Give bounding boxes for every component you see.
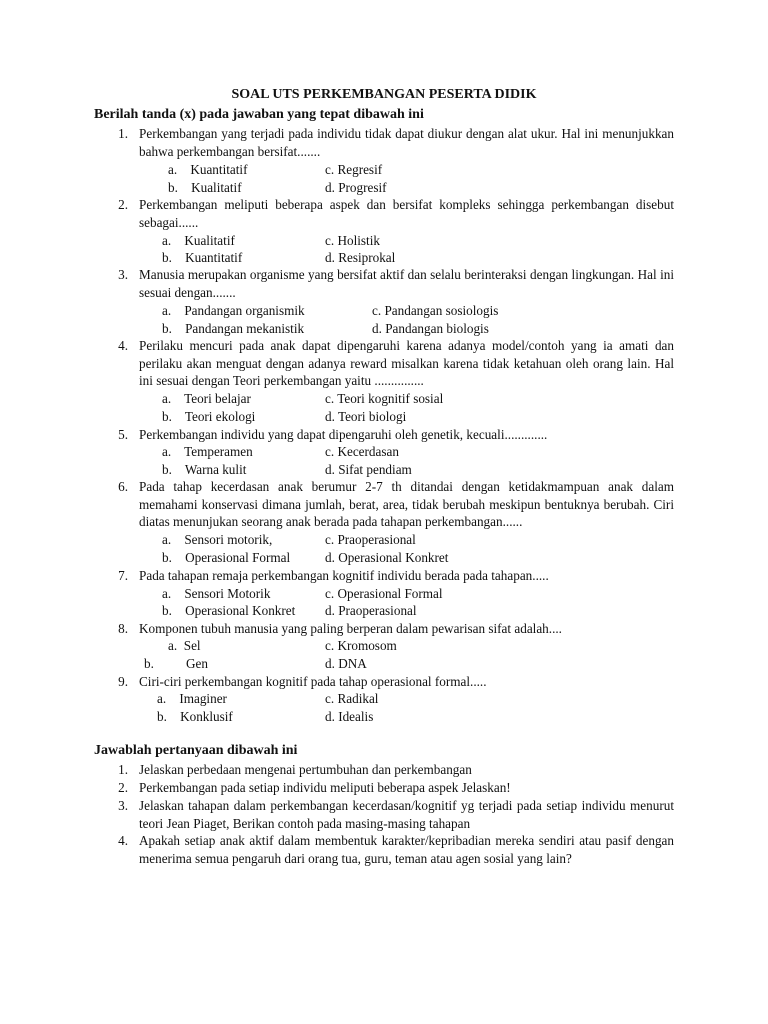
option-d: d. Operasional Konkret (325, 550, 449, 565)
option-d: d. DNA (325, 656, 367, 671)
option-c: c. Teori kognitif sosial (325, 391, 444, 406)
option-a: a. Kuantitatif (168, 162, 248, 177)
mc-question-4 (96, 337, 674, 390)
option-b: b. Kualitatif (168, 180, 242, 195)
question-number: 4. (118, 833, 128, 848)
option-b: b. Konklusif (157, 709, 233, 724)
question-number: 2. (118, 197, 128, 212)
question-number: 2. (118, 780, 128, 795)
option-b: b. Kuantitatif (162, 250, 243, 265)
question-text: Perilaku mencuri pada anak dapat dipengaruhi karena adanya model/contoh yang ia amati dan perilaku akan menguat dengan adanya reward misalkan karena tidak ketahuan oleh orang lain. Hal ini sesuai dengan Teori perkembangan yaitu ............... (139, 338, 674, 388)
option-c: c. Pandangan sosiologis (372, 303, 499, 318)
option-b-letter: b. (144, 656, 154, 671)
question-text: Perkembangan pada setiap individu meliputi beberapa aspek Jelaskan! (139, 780, 511, 795)
question-number: 4. (118, 338, 128, 353)
mc-question-8 (96, 620, 674, 638)
question-text: Perkembangan meliputi beberapa aspek dan bersifat kompleks sehingga perkembangan disebut sebagai...... (139, 197, 674, 230)
option-b: b. Warna kulit (162, 462, 247, 477)
question-number: 1. (118, 762, 128, 777)
option-a: a. Kualitatif (162, 233, 235, 248)
option-c: c. Operasional Formal (325, 586, 443, 601)
question-text: Apakah setiap anak aktif dalam membentuk karakter/kepribadian mereka sendiri atau pasif dengan menerima semua pengaruh dari orang tua, guru, teman atau agen sosial yang lain? (139, 833, 674, 866)
option-a: a. Temperamen (162, 444, 253, 459)
option-b: b. Pandangan mekanistik (162, 321, 305, 336)
option-a: a. Sel (168, 638, 201, 653)
question-text: Perkembangan individu yang dapat dipengaruhi oleh genetik, kecuali............. (139, 427, 548, 442)
essay-question-2 (96, 779, 674, 797)
question-text: Pada tahapan remaja perkembangan kognitif individu berada pada tahapan..... (139, 568, 549, 583)
option-d: d. Teori biologi (325, 409, 407, 424)
question-number: 8. (118, 621, 128, 636)
question-text: Perkembangan yang terjadi pada individu tidak dapat diukur dengan alat ukur. Hal ini menunjukkan bahwa perkembangan bersifat....... (139, 126, 674, 159)
option-c: c. Kecerdasan (325, 444, 399, 459)
question-text: Jelaskan tahapan dalam perkembangan kecerdasan/kognitif yg terjadi pada setiap individu menurut teori Jean Piaget, Berikan contoh pada masing-masing tahapan (139, 798, 674, 831)
mc-question-1 (96, 125, 674, 160)
option-b-text: Gen (186, 656, 208, 671)
option-a: a. Pandangan organismik (162, 303, 305, 318)
section1-heading: Berilah tanda (x) pada jawaban yang tepat dibawah ini (94, 107, 424, 122)
option-a: a. Sensori Motorik (162, 586, 271, 601)
essay-question-1 (96, 761, 674, 779)
option-d: d. Idealis (325, 709, 374, 724)
option-d: d. Sifat pendiam (325, 462, 412, 477)
question-text: Pada tahap kecerdasan anak berumur 2-7 th ditandai dengan ketidakmampuan anak dalam memahami konservasi dimana jumlah, berat, area, tidak berubah meskipun bentuknya berubah. Ciri diatas menunjukan seorang anak berada pada tahapan perkembangan...... (139, 479, 674, 529)
page-title: SOAL UTS PERKEMBANGAN PESERTA DIDIK (231, 87, 537, 102)
option-d: d. Resiprokal (325, 250, 396, 265)
question-number: 6. (118, 479, 128, 494)
question-text: Jelaskan perbedaan mengenai pertumbuhan dan perkembangan (139, 762, 472, 777)
question-number: 7. (118, 568, 128, 583)
option-a: a. Teori belajar (162, 391, 251, 406)
question-number: 9. (118, 674, 128, 689)
question-text: Manusia merupakan organisme yang bersifat aktif dan selalu berinteraksi dengan lingkungan. Hal ini sesuai dengan....... (139, 267, 674, 300)
mc-question-9 (96, 673, 674, 691)
question-text: Komponen tubuh manusia yang paling berperan dalam pewarisan sifat adalah.... (139, 621, 562, 636)
option-b: b. Operasional Formal (162, 550, 291, 565)
option-d: d. Progresif (325, 180, 387, 195)
option-c: c. Kromosom (325, 638, 397, 653)
option-b: b. Operasional Konkret (162, 603, 296, 618)
question-number: 3. (118, 267, 128, 282)
option-b: b. Teori ekologi (162, 409, 256, 424)
section2-heading: Jawablah pertanyaan dibawah ini (94, 743, 298, 758)
question-number: 3. (118, 798, 128, 813)
mc-question-7 (96, 567, 674, 585)
option-c: c. Radikal (325, 691, 379, 706)
option-c: c. Holistik (325, 233, 380, 248)
question-number: 5. (118, 427, 128, 442)
option-c: c. Praoperasional (325, 532, 416, 547)
option-a: a. Sensori motorik, (162, 532, 273, 547)
mc-question-2 (96, 196, 674, 231)
question-text: Ciri-ciri perkembangan kognitif pada tahap operasional formal..... (139, 674, 487, 689)
mc-question-6 (96, 478, 674, 531)
option-c: c. Regresif (325, 162, 383, 177)
essay-question-4 (96, 832, 674, 867)
option-d: d. Praoperasional (325, 603, 417, 618)
mc-question-3 (96, 266, 674, 301)
mc-question-5 (96, 426, 674, 444)
option-d: d. Pandangan biologis (372, 321, 489, 336)
option-a: a. Imaginer (157, 691, 227, 706)
essay-question-3 (96, 797, 674, 832)
question-number: 1. (118, 126, 128, 141)
